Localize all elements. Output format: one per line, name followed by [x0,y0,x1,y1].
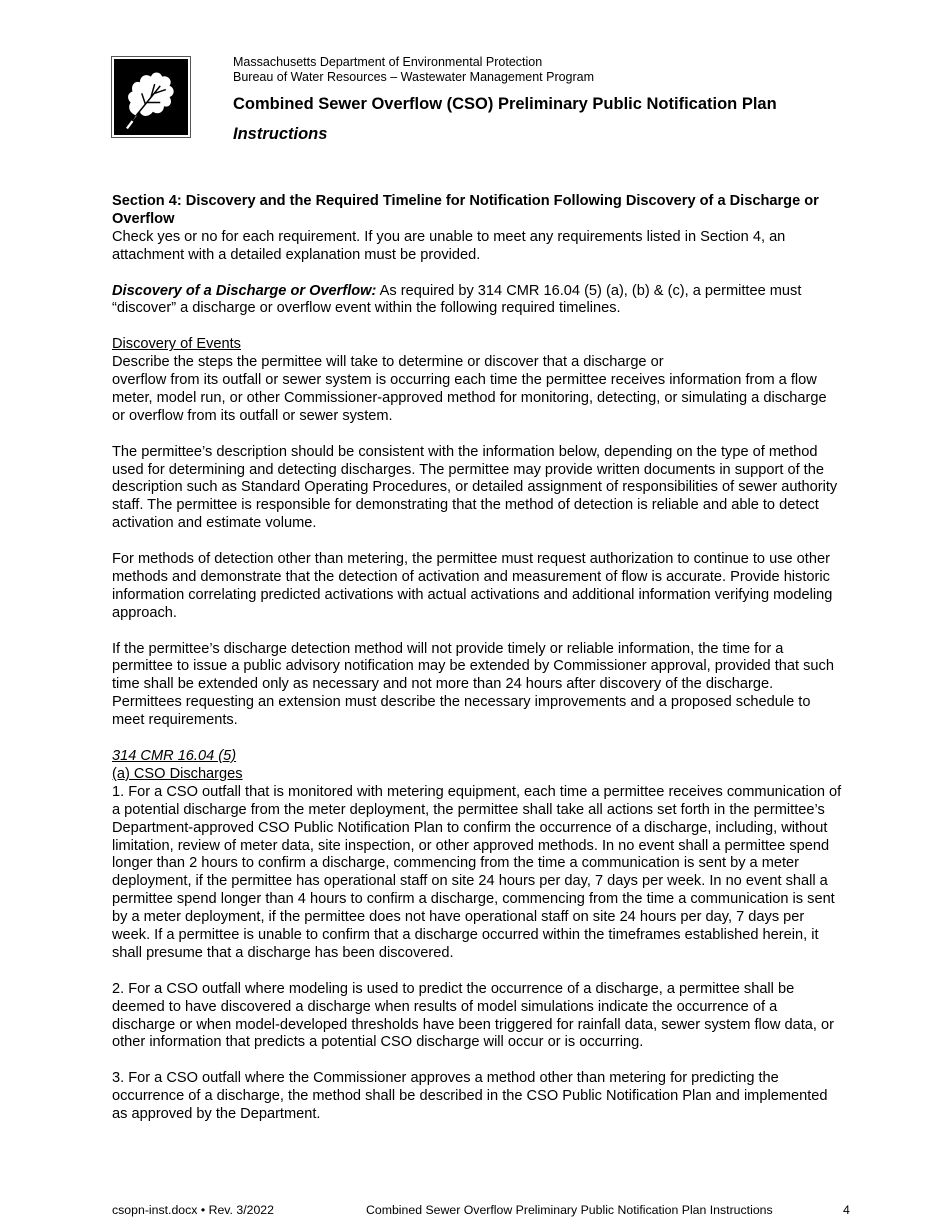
section-intro: Check yes or no for each requirement. If you are unable to meet any requirements listed in Section 4, an attachment with a detailed explanation must be provided. [112,228,786,263]
section-content [112,193,842,1124]
agency-name: Massachusetts Department of Environmental Protection [233,55,543,69]
requirement-item-1: 1. For a CSO outfall that is monitored with metering equipment, each time a permittee receives communication of a potential discharge from the meter deployment, the permittee shall take all actions set forth in the permittee’s Department-approved CSO Public Notification Plan to confirm the occurrence of a discharge, including, without limitation, review of meter data, site inspection, or other approved methods. In no event shall a permittee spend longer than 2 hours to confirm a discharge, commencing from the time a communication is sent by a meter deployment, if the permittee has operational staff on site 24 hours per day, 7 days per week. In no event shall a permittee spend longer than 4 hours to confirm a discharge, commencing from the time a communication is sent by a meter deployment, if the permittee does not have operational staff on site 24 hours per day, 7 days per week. If a permittee is unable to confirm that a discharge occurred within the timeframes established herein, it shall presume that a discharge has been discovered. [112,783,842,961]
discovery-paragraph [112,283,842,319]
footer-filename: csopn-inst.docx • Rev. 3/2022 [112,1203,274,1217]
events-heading: Discovery of Events [112,336,241,353]
events-paragraph-3: For methods of detection other than metering, the permittee must request authorization to continue to use other methods and demonstrate that the detection of activation and measurement of flow is accurate. Provide historic information correlating predicted activations with actual activations and additional information verifying modeling approach. [112,551,833,621]
cso-discharges-heading: (a) CSO Discharges [112,765,243,782]
discovery-text: As required by 314 CMR 16.04 (5) (a), (b) & (c), a permittee must “discover” a discharge or overflow event within the following required timelines. [112,282,802,317]
discovery-lead-in: Discovery of a Discharge or Overflow: [112,282,377,299]
events-paragraph-2: The permittee’s description should be consistent with the information below, depending on the type of method used for determining and detecting discharges. The permittee may provide written documents in support of the description such as Standard Operating Procedures, or detailed assignment of responsibilities of sewer authority staff. The permittee is responsible for demonstrating that the method of detection is reliable and able to detect activation and estimate volume. [112,443,838,532]
requirement-item-2: 2. For a CSO outfall where modeling is used to predict the occurrence of a discharge, a permittee shall be deemed to have discovered a discharge when results of model simulations indicate the occurrence of a discharge or when model-developed thresholds have been triggered for rainfall data, sewer system flow data, or other information that predicts a potential CSO discharge will occur or is occurring. [112,980,834,1051]
section-heading: Section 4: Discovery and the Required Timeline for Notification Following Discovery of a Discharge or Overflow [112,193,819,227]
requirement-item-3: 3. For a CSO outfall where the Commissioner approves a method other than metering for predicting the occurrence of a discharge, the method shall be described in the CSO Public Notification Plan and implemented as approved by the Department. [112,1070,828,1123]
events-paragraph-4: If the permittee’s discharge detection method will not provide timely or reliable information, the time for a permittee to issue a public advisory notification may be extended by Commissioner approval, provided that such time shall be extended only as necessary and not more than 24 hours after discovery of the discharge. Permittees requesting an extension must describe the necessary improvements and a proposed schedule to meet requirements. [112,640,834,729]
header [233,55,913,144]
oak-leaf-icon [114,59,188,135]
footer-document-title: Combined Sewer Overflow Preliminary Public Notification Plan Instructions [366,1203,773,1217]
cmr-heading: 314 CMR 16.04 (5) [112,748,237,764]
massdep-logo [111,56,191,138]
page-number: 4 [843,1203,850,1217]
bureau-name: Bureau of Water Resources – Wastewater Management Program [233,70,595,84]
document-title: Combined Sewer Overflow (CSO) Preliminary Public Notification Plan [233,95,777,113]
events-paragraph-1-line1: Describe the steps the permittee will take to determine or discover that a discharge or [112,354,664,371]
events-paragraph-1-rest: overflow from its outfall or sewer system is occurring each time the permittee receives information from a flow meter, model run, or other Commissioner-approved method for monitoring, detecting, or simulating a discharge or overflow from its outfall or sewer system. [112,372,827,424]
document-subtitle: Instructions [233,125,328,143]
events-paragraph-1 [112,354,842,426]
